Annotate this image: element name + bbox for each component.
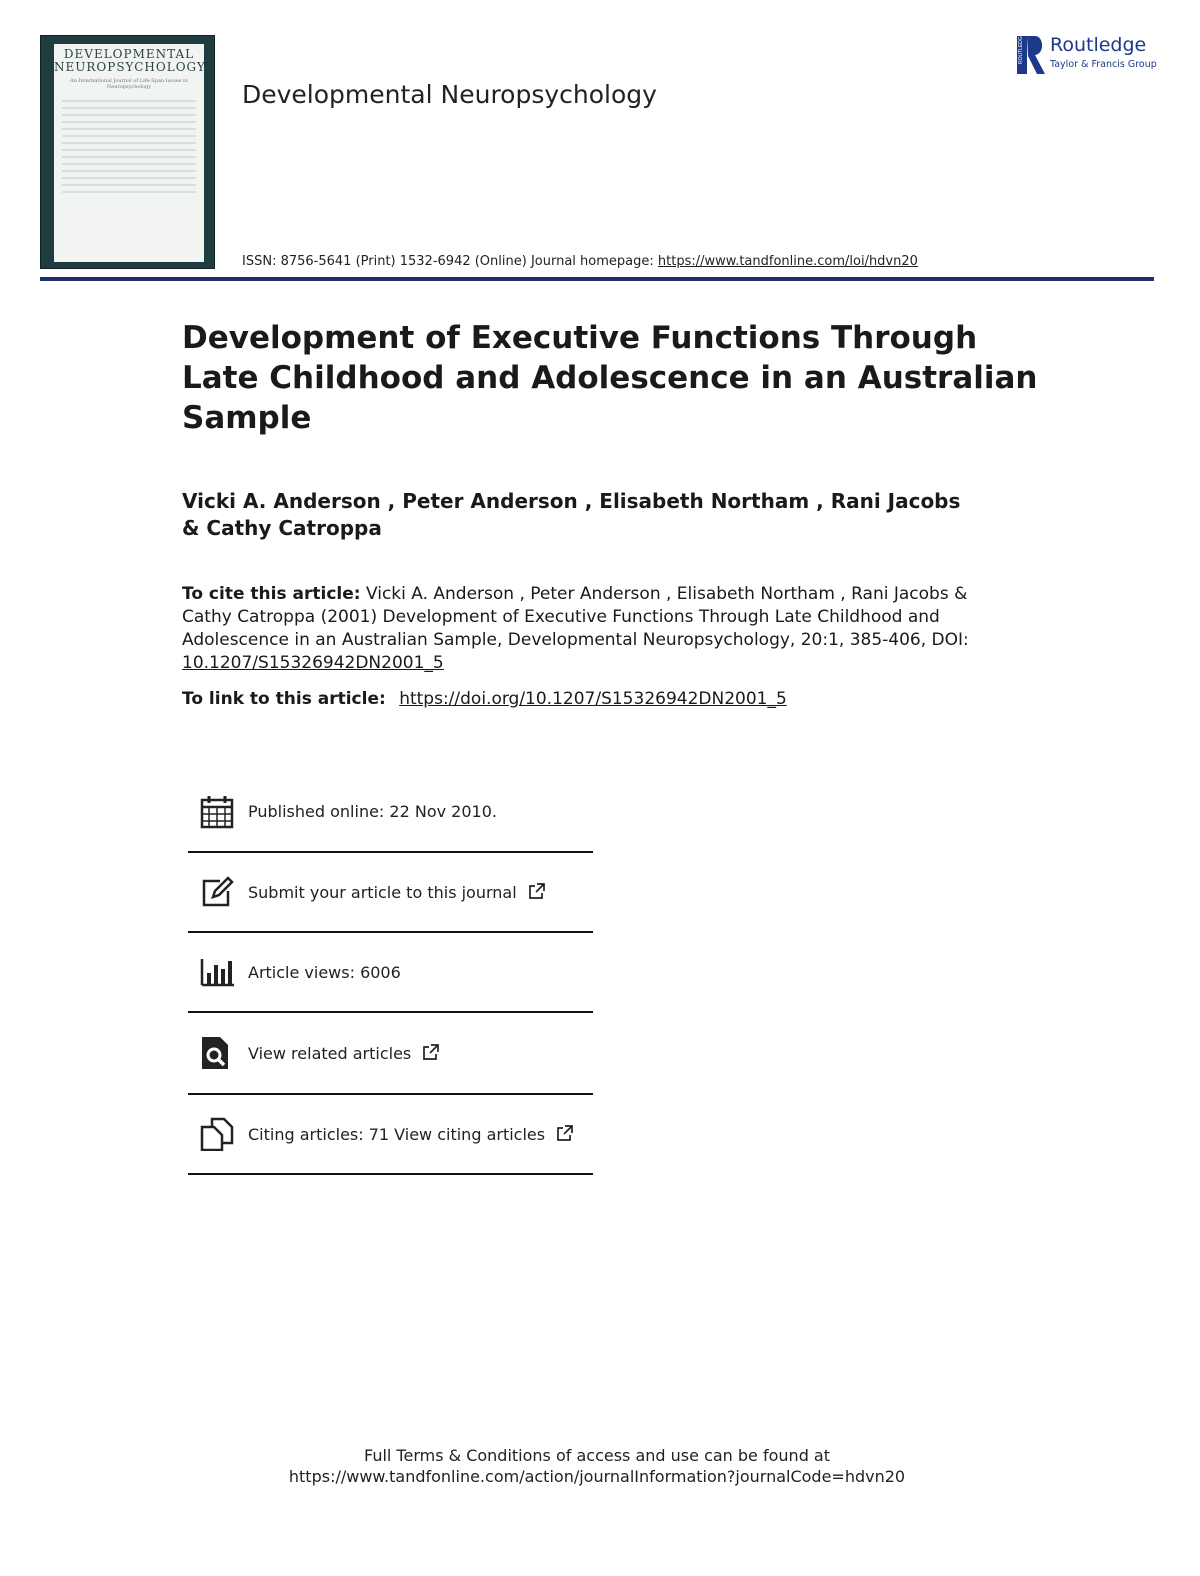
terms-footer <box>0 1445 1194 1487</box>
citing-articles-label: Citing articles: 71 View citing articles <box>248 1124 546 1144</box>
svg-text:ROUTLEDGE: ROUTLEDGE <box>1018 34 1024 64</box>
publisher-name: Routledge <box>1050 34 1147 56</box>
cover-subtitle: An International Journal of Life-Span Issues in Neuropsychology <box>70 78 188 90</box>
cover-decoration <box>62 100 196 193</box>
external-link-icon <box>422 1044 439 1061</box>
submit-article-link[interactable] <box>248 883 545 902</box>
views-row <box>188 933 593 1013</box>
related-articles-label: View related articles <box>248 1043 412 1063</box>
journal-name: Developmental Neuropsychology <box>242 80 657 109</box>
cover-title <box>54 44 204 74</box>
header-divider <box>40 277 1154 281</box>
related-articles-link[interactable] <box>248 1044 439 1063</box>
citation-doi-link[interactable]: 10.1207/S15326942DN2001_5 <box>182 653 444 673</box>
calendar-icon <box>200 795 234 829</box>
routledge-r-icon <box>1017 34 1047 76</box>
journal-cover-image <box>40 35 215 269</box>
issn-text: ISSN: 8756-5641 (Print) 1532-6942 (Online) Journal homepage: <box>242 254 654 269</box>
article-link-label: To link to this article: <box>182 689 386 709</box>
external-link-icon <box>556 1125 573 1142</box>
submit-article-label: Submit your article to this journal <box>248 882 517 902</box>
journal-homepage-link[interactable]: https://www.tandfonline.com/loi/hdvn20 <box>657 254 918 269</box>
related-row[interactable] <box>188 1013 593 1095</box>
published-date: Published online: 22 Nov 2010. <box>248 802 497 821</box>
citation-label: To cite this article: <box>182 584 361 604</box>
routledge-logo[interactable] <box>1017 34 1157 76</box>
article-authors: Vicki A. Anderson , Peter Anderson , Elisabeth Northam , Rani Jacobs & Cathy Catroppa <box>182 489 961 540</box>
footer-line1: Full Terms & Conditions of access and use can be found at <box>363 1446 831 1465</box>
bar-chart-icon <box>200 955 234 989</box>
submit-row[interactable] <box>188 853 593 933</box>
search-document-icon <box>200 1036 234 1070</box>
cover-title-line1: DEVELOPMENTAL <box>63 47 195 61</box>
citing-articles-link[interactable] <box>248 1125 573 1144</box>
article-doi-link[interactable]: https://doi.org/10.1207/S15326942DN2001_5 <box>399 689 787 709</box>
footer-terms-url[interactable]: https://www.tandfonline.com/action/journalInformation?journalCode=hdvn20 <box>288 1467 906 1486</box>
citation-block <box>182 583 992 675</box>
article-link-line <box>182 689 787 709</box>
external-link-icon <box>528 883 545 900</box>
citing-documents-icon <box>200 1117 234 1151</box>
cover-title-line2: NEUROPSYCHOLOGY <box>54 60 206 74</box>
edit-icon <box>200 875 234 909</box>
article-title: Development of Executive Functions Through Late Childhood and Adolescence in an Australian Sample <box>182 320 1038 436</box>
citing-row[interactable] <box>188 1095 593 1175</box>
cover-page <box>54 44 204 262</box>
publisher-tagline: Taylor & Francis Group <box>1050 59 1157 70</box>
issn-line <box>242 254 918 269</box>
published-row <box>188 772 593 853</box>
article-views: Article views: 6006 <box>248 962 401 982</box>
article-info-list <box>188 772 593 1175</box>
citation-text: Vicki A. Anderson , Peter Anderson , Elisabeth Northam , Rani Jacobs & Cathy Catroppa (2001) Development of Executive Functions Through Late Childhood and Adolescence in an Australian Sample, Developmental Neuropsychology, 20:1, 385-406, DOI: <box>182 584 969 650</box>
